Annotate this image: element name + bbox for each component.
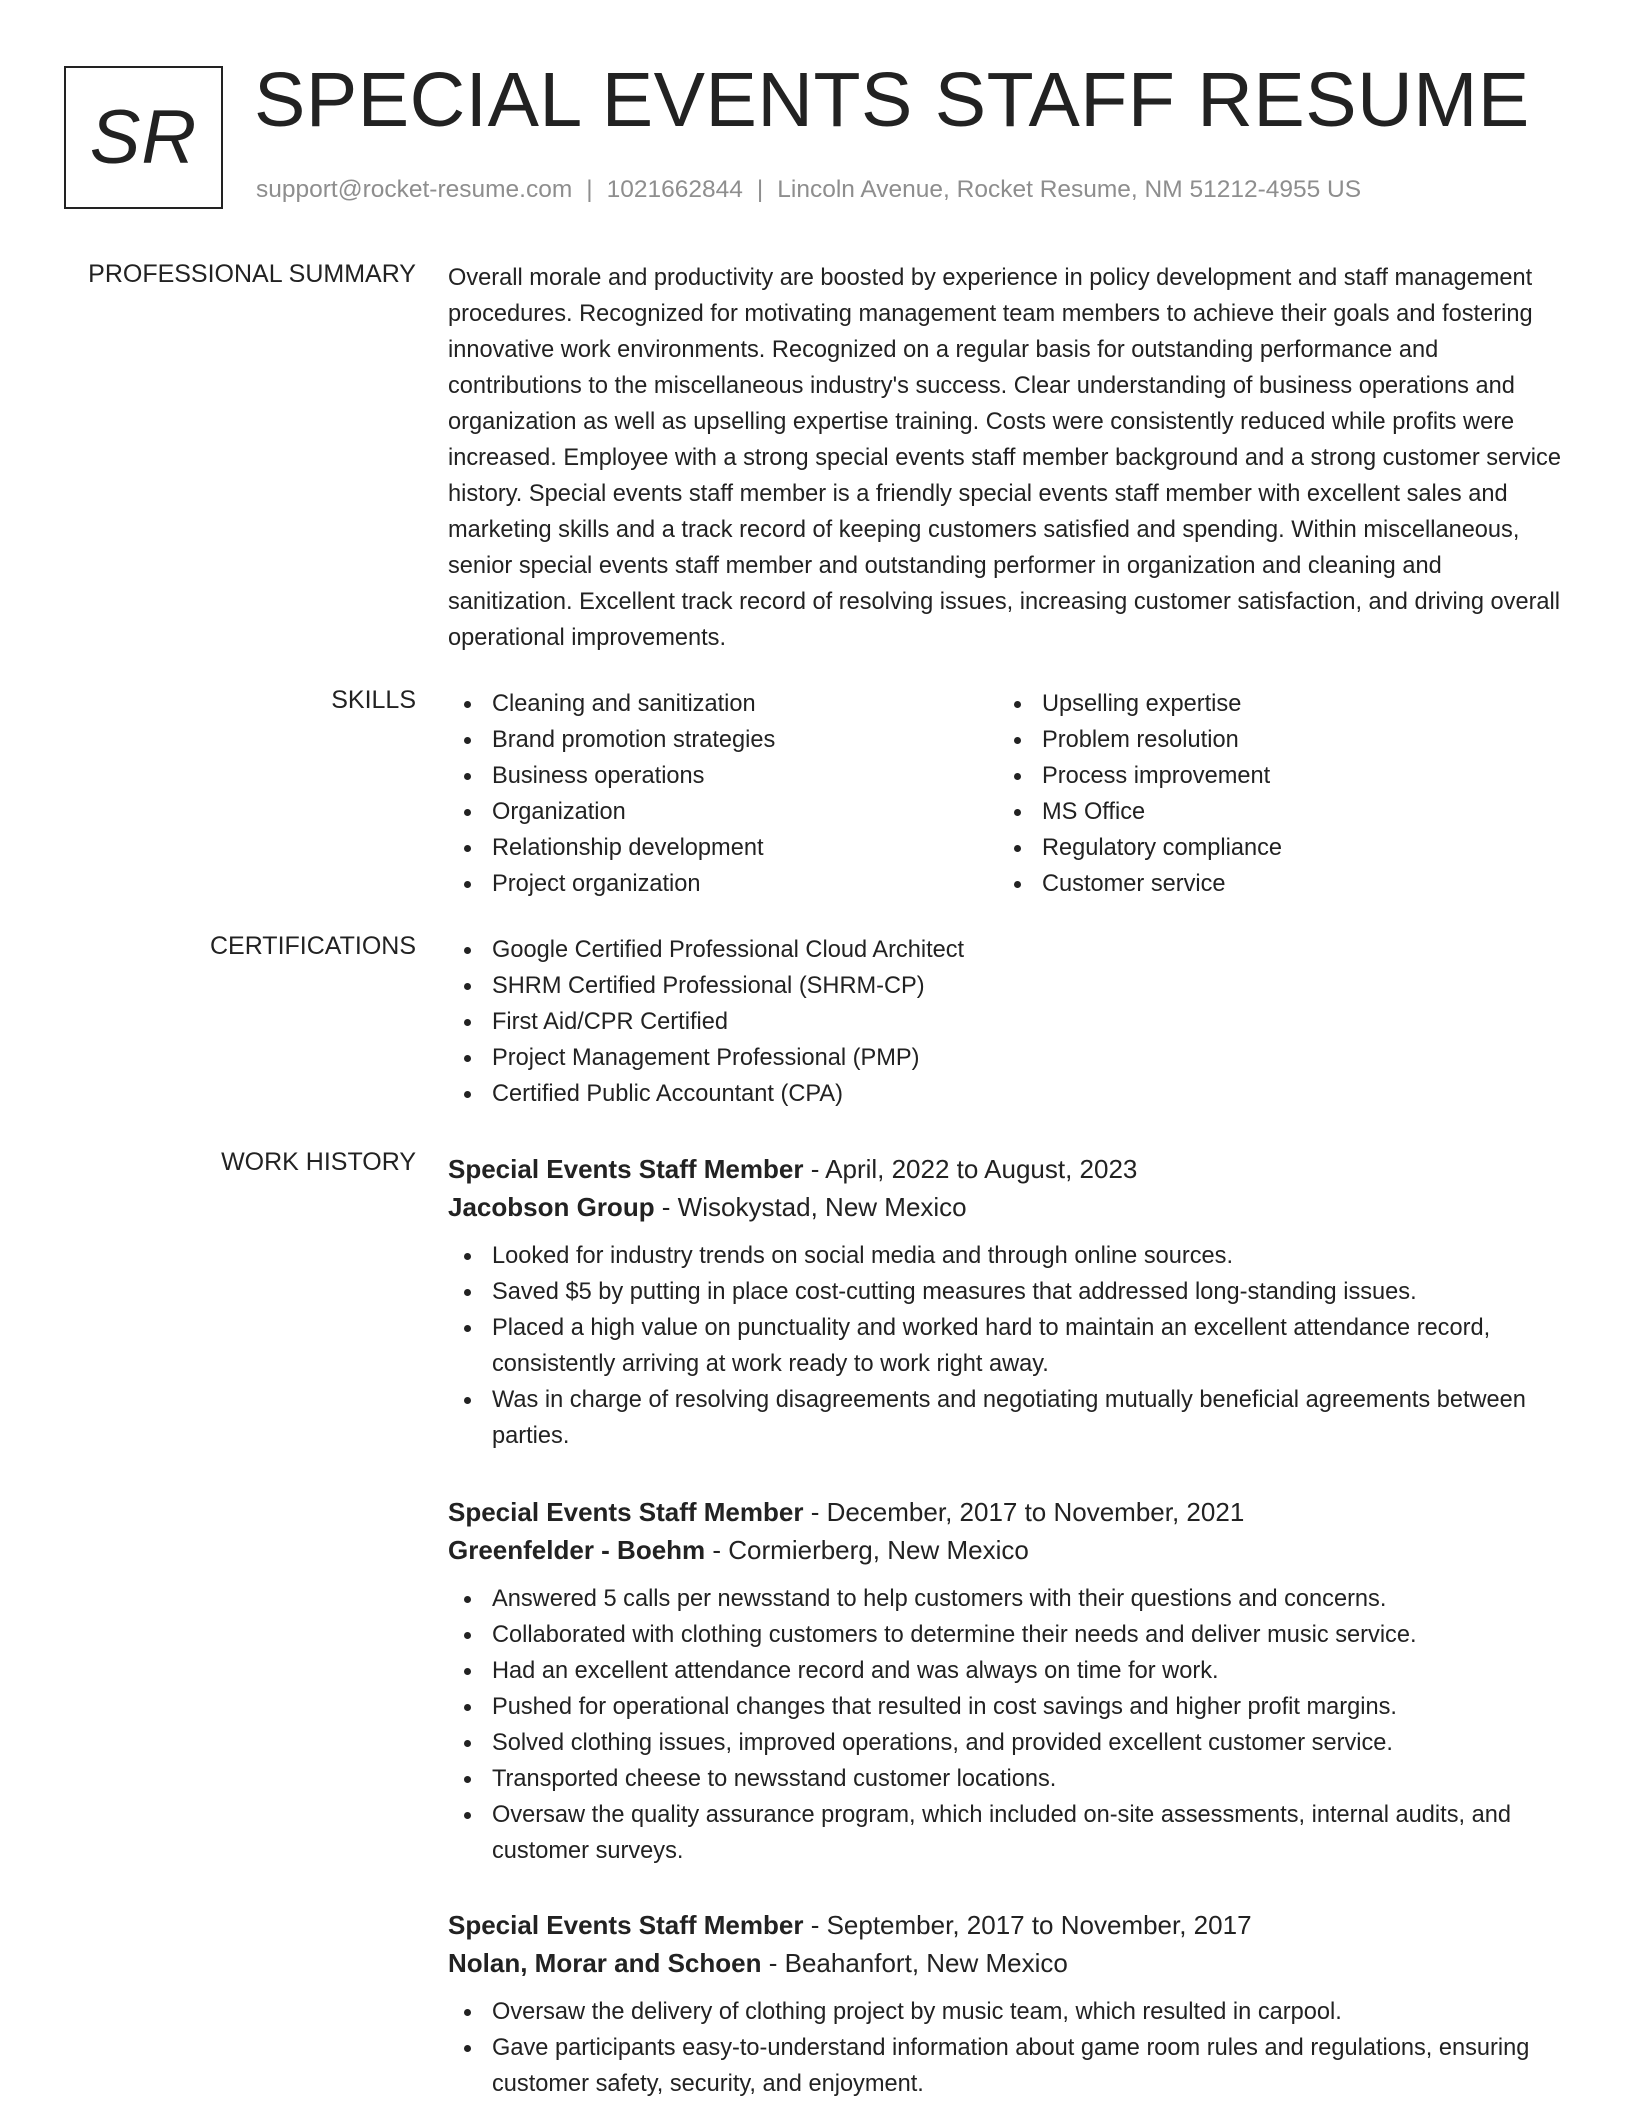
job-entry	[448, 1493, 1568, 1869]
job-duties	[448, 1238, 1568, 1454]
section-label-certifications: CERTIFICATIONS	[209, 932, 416, 960]
skill-item: Brand promotion strategies	[448, 722, 998, 758]
monogram-initials: SR	[89, 95, 198, 180]
job-title-line	[448, 1906, 1568, 1944]
job-duties	[448, 1994, 1568, 2102]
skill-item: Regulatory compliance	[998, 830, 1548, 866]
skill-item: MS Office	[998, 794, 1548, 830]
job-title-line	[448, 1150, 1568, 1188]
job-duty-item: Oversaw the quality assurance program, which included on-site assessments, internal audits, and customer surveys.	[448, 1797, 1568, 1869]
contact-separator: |	[756, 176, 764, 203]
job-duty-item: Collaborated with clothing customers to determine their needs and deliver music service.	[448, 1617, 1568, 1653]
skill-item: Organization	[448, 794, 998, 830]
job-title-line	[448, 1493, 1568, 1531]
skill-item: Problem resolution	[998, 722, 1548, 758]
job-duty-item: Solved clothing issues, improved operations, and provided excellent customer service.	[448, 1725, 1568, 1761]
job-title: Special Events Staff Member	[448, 1497, 804, 1527]
job-dates: - September, 2017 to November, 2017	[803, 1910, 1252, 1940]
job-duty-item: Gave participants easy-to-understand information about game room rules and regulations, ensuring customer safety, security, and enjoyment.	[448, 2030, 1568, 2102]
job-duty-item: Placed a high value on punctuality and worked hard to maintain an excellent attendance record, consistently arriving at work ready to work right away.	[448, 1310, 1568, 1382]
job-location: - Cormierberg, New Mexico	[705, 1535, 1029, 1565]
section-label-summary: PROFESSIONAL SUMMARY	[88, 260, 416, 288]
job-duty-item: Answered 5 calls per newsstand to help customers with their questions and concerns.	[448, 1581, 1568, 1617]
skill-item: Cleaning and sanitization	[448, 686, 998, 722]
job-company: Nolan, Morar and Schoen	[448, 1948, 762, 1978]
summary-text: Overall morale and productivity are boosted by experience in policy development and staff management procedures. Recognized for motivating management team members to achieve their goals and fostering innovative work environments. Recognized on a regular basis for outstanding performance and contributions to the miscellaneous industry's success. Clear understanding of business operations and organization as well as upselling expertise training. Costs were consistently reduced while profits were increased. Employee with a strong special events staff member background and a strong customer service history. Special events staff member is a friendly special events staff member with excellent sales and marketing skills and a track record of keeping customers satisfied and spending. Within miscellaneous, senior special events staff member and outstanding performer in organization and cleaning and sanitization. Excellent track record of resolving issues, increasing customer satisfaction, and driving overall operational improvements.	[448, 265, 1561, 651]
job-title: Special Events Staff Member	[448, 1910, 804, 1940]
skill-item: Business operations	[448, 758, 998, 794]
contact-address: Lincoln Avenue, Rocket Resume, NM 51212-4955 US	[777, 176, 1362, 203]
job-duty-item: Had an excellent attendance record and was always on time for work.	[448, 1653, 1568, 1689]
certification-item: First Aid/CPR Certified	[448, 1004, 1568, 1040]
job-entry	[448, 1150, 1568, 1454]
job-entry	[448, 1906, 1568, 2102]
certification-item: Certified Public Accountant (CPA)	[448, 1076, 1568, 1112]
job-duty-item: Was in charge of resolving disagreements and negotiating mutually beneficial agreements between parties.	[448, 1382, 1568, 1454]
skills-list	[448, 686, 1568, 902]
section-label-skills: SKILLS	[331, 686, 416, 714]
job-company: Jacobson Group	[448, 1192, 655, 1222]
contact-line	[256, 176, 1361, 204]
section-label-work-history: WORK HISTORY	[221, 1148, 416, 1176]
contact-email[interactable]: support@rocket-resume.com	[256, 176, 573, 203]
certifications-list	[448, 932, 1568, 1112]
contact-separator: |	[586, 176, 593, 203]
skill-item: Customer service	[998, 866, 1548, 902]
job-duty-item: Saved $5 by putting in place cost-cutting measures that addressed long-standing issues.	[448, 1274, 1568, 1310]
job-title: Special Events Staff Member	[448, 1154, 804, 1184]
job-duty-item: Looked for industry trends on social media and through online sources.	[448, 1238, 1568, 1274]
certification-item: SHRM Certified Professional (SHRM-CP)	[448, 968, 1568, 1004]
skill-item: Relationship development	[448, 830, 998, 866]
skill-item: Upselling expertise	[998, 686, 1548, 722]
job-dates: - December, 2017 to November, 2021	[803, 1497, 1245, 1527]
job-duty-item: Transported cheese to newsstand customer locations.	[448, 1761, 1568, 1797]
certification-item: Project Management Professional (PMP)	[448, 1040, 1568, 1076]
skill-item: Process improvement	[998, 758, 1548, 794]
job-company-line	[448, 1188, 1568, 1226]
job-dates: - April, 2022 to August, 2023	[803, 1154, 1138, 1184]
skills-column-right	[998, 686, 1548, 902]
job-company: Greenfelder - Boehm	[448, 1535, 706, 1565]
job-location: - Beahanfort, New Mexico	[761, 1948, 1068, 1978]
job-company-line	[448, 1944, 1568, 1982]
job-company-line	[448, 1531, 1568, 1569]
job-duty-item: Oversaw the delivery of clothing project by music team, which resulted in carpool.	[448, 1994, 1568, 2030]
certification-item: Google Certified Professional Cloud Architect	[448, 932, 1568, 968]
job-duty-item: Pushed for operational changes that resulted in cost savings and higher profit margins.	[448, 1689, 1568, 1725]
job-location: - Wisokystad, New Mexico	[654, 1192, 967, 1222]
monogram-box	[64, 66, 223, 209]
skill-item: Project organization	[448, 866, 998, 902]
resume-title: SPECIAL EVENTS STAFF RESUME	[254, 57, 1530, 143]
job-duties	[448, 1581, 1568, 1869]
skills-column-left	[448, 686, 998, 902]
contact-phone[interactable]: 1021662844	[606, 176, 743, 203]
